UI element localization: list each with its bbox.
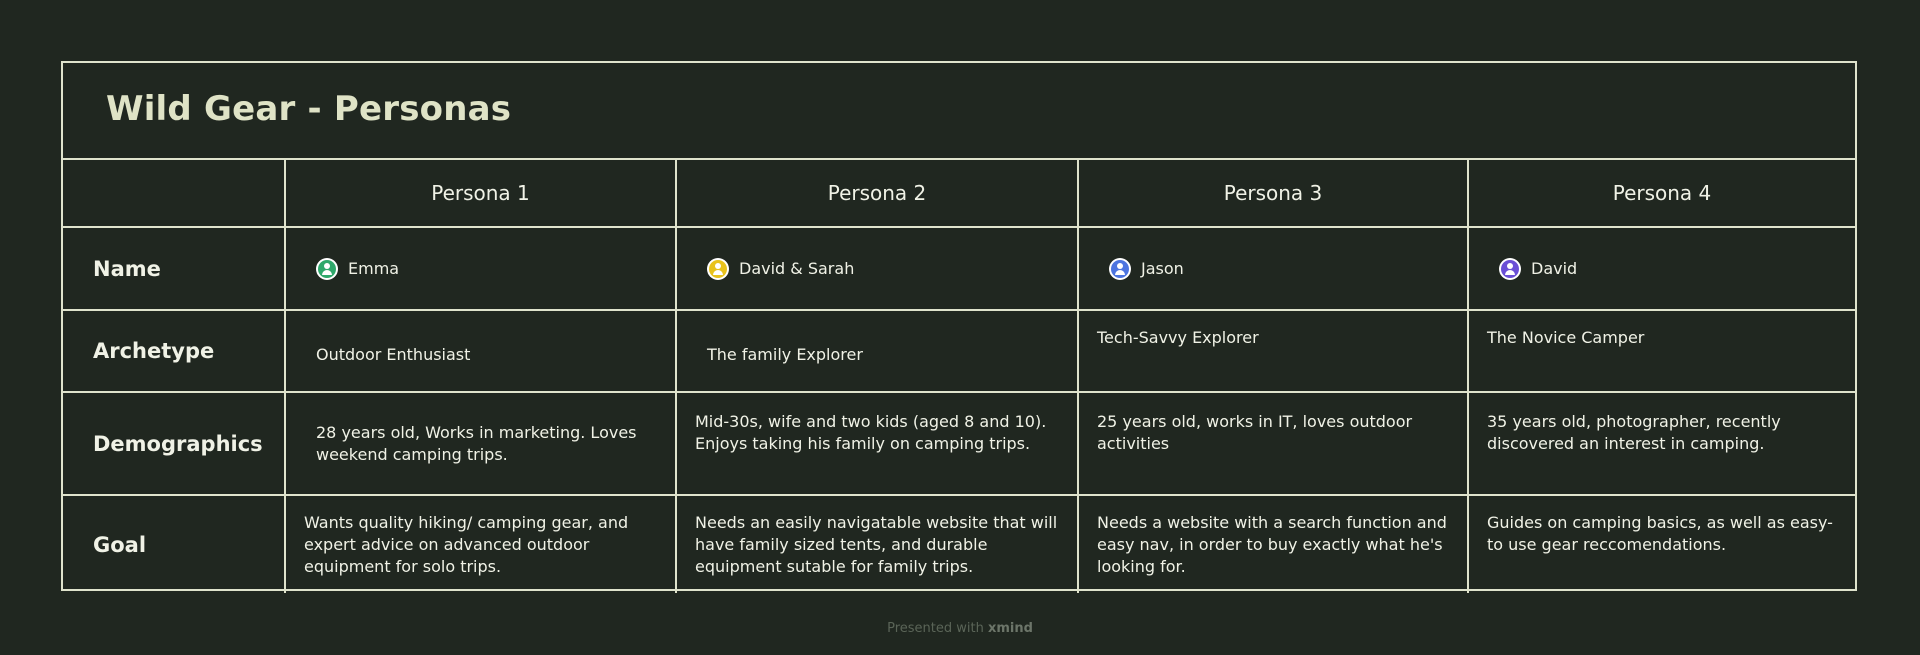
goal-row: [63, 495, 1855, 593]
persona-table: [63, 160, 1855, 593]
archetype-cell-4: The Novice Camper: [1468, 310, 1855, 392]
demographics-cell-4: 35 years old, photographer, recently discovered an interest in camping.: [1468, 392, 1855, 495]
name-row: [63, 227, 1855, 310]
column-header-persona-3: Persona 3: [1078, 160, 1468, 227]
name-cell-4: [1468, 227, 1855, 310]
goal-cell-2: Needs an easily navigatable website that will have family sized tents, and durable equipment sutable for family trips.: [676, 495, 1078, 593]
user-avatar-icon: [1111, 260, 1129, 278]
demographics-cell-2: Mid-30s, wife and two kids (aged 8 and 10). Enjoys taking his family on camping trips.: [676, 392, 1078, 495]
footer-credit[interactable]: [0, 621, 1920, 636]
name-cell-2: [676, 227, 1078, 310]
goal-cell-3: Needs a website with a search function and easy nav, in order to buy exactly what he's looking for.: [1078, 495, 1468, 593]
archetype-cell-1: Outdoor Enthusiast: [285, 310, 676, 392]
title-row: [63, 63, 1855, 160]
persona-name: Jason: [1141, 258, 1184, 278]
footer-brand: xmind: [987, 621, 1033, 636]
demographics-cell-3: 25 years old, works in IT, loves outdoor activities: [1078, 392, 1468, 495]
demographics-row: [63, 392, 1855, 495]
row-label-name: Name: [63, 227, 285, 310]
user-avatar-icon: [318, 260, 336, 278]
header-empty-cell: [63, 160, 285, 227]
persona-name: Emma: [348, 258, 400, 278]
column-header-persona-2: Persona 2: [676, 160, 1078, 227]
persona-name: David: [1531, 258, 1578, 278]
archetype-cell-2: The family Explorer: [676, 310, 1078, 392]
column-header-persona-4: Persona 4: [1468, 160, 1855, 227]
archetype-row: [63, 310, 1855, 392]
archetype-cell-3: Tech-Savvy Explorer: [1078, 310, 1468, 392]
row-label-archetype: Archetype: [63, 310, 285, 392]
row-label-goal: Goal: [63, 495, 285, 593]
persona-name: David & Sarah: [739, 258, 855, 278]
user-avatar-icon: [709, 260, 727, 278]
goal-cell-4: Guides on camping basics, as well as easy-to use gear reccomendations.: [1468, 495, 1855, 593]
header-row: [63, 160, 1855, 227]
row-label-demographics: Demographics: [63, 392, 285, 495]
user-avatar-icon: [1501, 260, 1519, 278]
name-cell-3: [1078, 227, 1468, 310]
footer-prefix: Presented with: [887, 621, 984, 636]
persona-table-frame: [61, 61, 1857, 591]
page-title: Wild Gear - Personas: [106, 89, 512, 129]
name-cell-1: [285, 227, 676, 310]
column-header-persona-1: Persona 1: [285, 160, 676, 227]
demographics-cell-1: 28 years old, Works in marketing. Loves weekend camping trips.: [285, 392, 676, 495]
goal-cell-1: Wants quality hiking/ camping gear, and expert advice on advanced outdoor equipment for solo trips.: [285, 495, 676, 593]
